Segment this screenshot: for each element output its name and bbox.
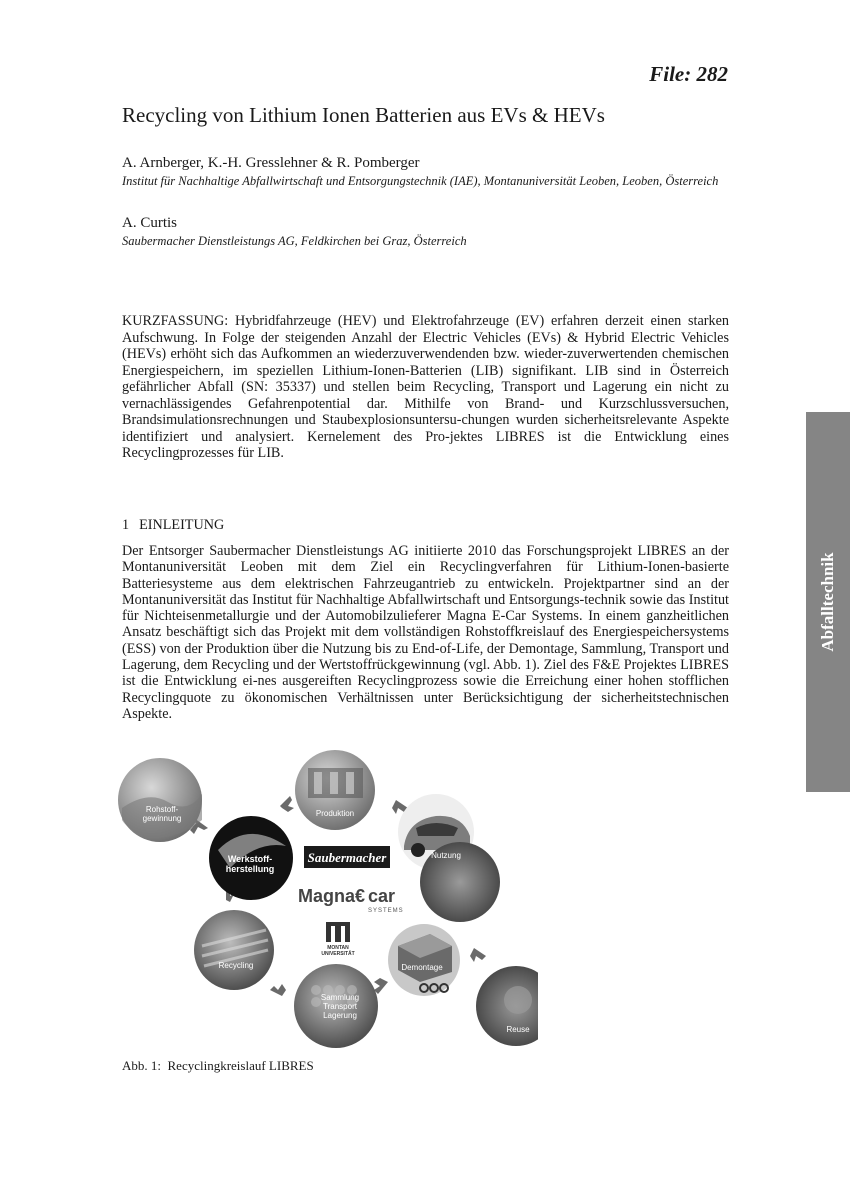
author-affiliation: Institut für Nachhaltige Abfallwirtschaft und Entsorgungstechnik (IAE), Montanuniversität Leoben, Leoben, Österreich [122,174,719,188]
arrow-icon [470,948,486,962]
logo-symbol: € [355,886,366,906]
author-block-1 [122,154,729,189]
logo-magna-ecar [298,886,404,914]
node-label: Sammlung Transport Lagerung [320,993,360,1020]
node-recycling [194,910,274,990]
arrow-icon [270,984,286,996]
node-reuse [476,966,538,1046]
author-names: A. Arnberger, K.-H. Gresslehner & R. Pomberger [122,155,420,171]
figure-recycling-cycle [118,750,538,1050]
node-label: Produktion [315,809,355,818]
logo-saubermacher [304,846,390,868]
logo-text: car [368,886,396,906]
logo-montanuniversitaet [321,922,354,957]
cycle-diagram [118,750,538,1050]
section-heading [122,517,224,534]
node-collection-transport-storage [294,964,378,1048]
node-material-production [209,816,293,900]
node-usage [398,794,500,922]
node-disassembly [388,924,460,996]
abstract: KURZFASSUNG: Hybridfahrzeuge (HEV) und Elektrofahrzeuge (EV) erfahren derzeit einen starken Aufschwung. In Folge der steigenden Anzahl der Electric Vehicles (EVs) & Hybrid Electric Vehicles (HEVs) erhöht sich das Aufkommen an wiederzuverwendenden bzw. wieder-zuverwertenden chemischen Energiespeichern, im speziellen Lithium-Ionen-Batterien (LIB) signifikant. LIB sind in Österreich gefährlicher Abfall (SN: 35337) und stellen beim Recycling, Transport und Lagerung ein nicht zu vernachlässigendes Gefahrenpotential dar. Mithilfe von Brand- und Kurzschlussversuchen, Brandsimulationsrechnungen und Staubexplosionsuntersu-chungen wurden sicherheitsrelevante Aspekte identifiziert und analysiert. Kernelement des Pro-jektes LIBRES ist die Entwicklung eines Recyclingprozesses für LIB. [122,313,729,461]
section-body-text: Der Entsorger Saubermacher Dienstleistungs AG initiierte 2010 das Forschungsprojekt LIBRES an der Montanuniversität Leoben mit dem Ziel ein Recyclingverfahren für Lithium-Ionen-basierte Batteriesysteme aus dem elektrischen Fahrzeugantrieb zu entwickeln. Projektpartner sind an der Montanuniversität das Institut für Nachhaltige Abfallwirtschaft und Entsorgungs-technik sowie das Institut für Nichteisenmetallurgie und der Automobilzulieferer Magna E-Car Systems. In einem ganzheitlichen Ansatz beschäftigt sich das Projekt mit dem vollständigen Rohstoffkreislauf des Energiespeichersystems (ESS) von der Produktion über die Nutzung bis zu End-of-Life, der Demontage, Sammlung, Transport und Lagerung, dem Recycling und der Wertstoffrückgewinnung (vgl. Abb. 1). Ziel des F&E Projektes LIBRES ist die Entwicklung ei-nes ausgereiften Recyclingprozess sowie die Erreichung einer hohen stofflichen Recyclingquote zu ökonomischen Verhältnissen unter Berücksichtigung der sicherheitstechnischen Aspekte. [122,543,729,722]
node-label: Werkstoff-herstellung [225,854,275,874]
node-label: Reuse [506,1025,530,1034]
logo-text: Magna [298,886,356,906]
arrow-icon [374,978,388,994]
file-number: File: 282 [649,62,728,86]
section-title: EINLEITUNG [139,517,225,533]
side-tab [806,412,850,792]
logo-text: Saubermacher [307,850,387,865]
node-label: Recycling [218,961,254,970]
side-tab-label: Abfalltechnik [818,552,837,652]
node-label: Demontage [401,963,443,972]
node-raw-materials [118,758,202,842]
section-number: 1 [122,517,130,533]
figure-caption [122,1058,314,1074]
author-names: A. Curtis [122,215,178,231]
author-block-2 [122,214,729,249]
node-label: Nutzung [431,851,461,860]
node-production [295,750,375,830]
arrow-icon [280,796,294,812]
author-affiliation: Saubermacher Dienstleistungs AG, Feldkirchen bei Graz, Österreich [122,234,467,248]
paper-title: Recycling von Lithium Ionen Batterien aus EVs & HEVs [122,103,605,127]
node-label: Rohstoff-gewinnung [142,805,182,823]
logo-subtext: SYSTEMS [368,908,404,914]
caption-text: Recyclingkreislauf LIBRES [167,1058,314,1073]
logo-text: MONTAN UNIVERSITÄT [321,945,355,957]
caption-label: Abb. 1: [122,1058,161,1073]
